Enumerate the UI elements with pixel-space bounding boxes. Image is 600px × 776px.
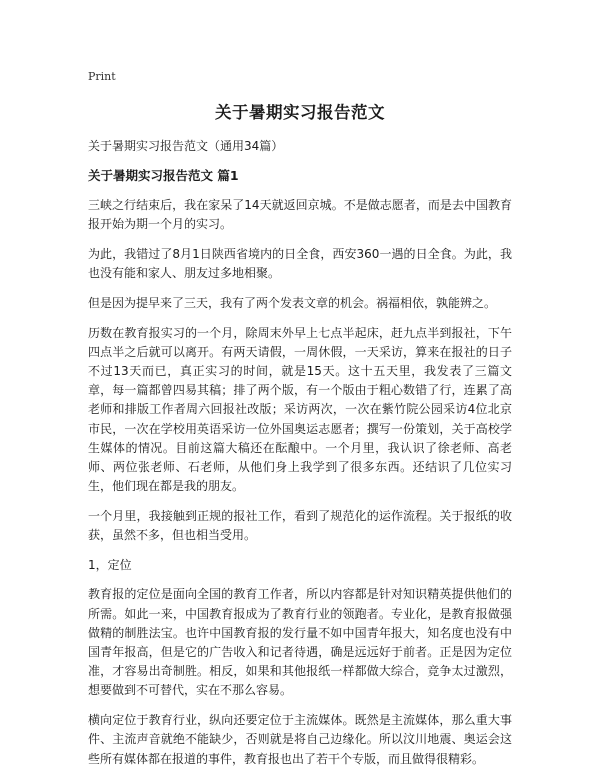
paragraph: 三峡之行结束后，我在家呆了14天就返回京城。不是做志愿者，而是去中国教育报开始为期一个月的实习。 <box>88 198 512 232</box>
paragraph: 教育报的定位是面向全国的教育工作者，所以内容都是针对知识精英提供他们的所需。如此一来，中国教育报成为了教育行业的领跑者。专业化，是教育报做强做精的制胜法宝。也许中国教育报的发行量不如中国青年报大，知名度也没有中国青年报高，但是它的广告收入和记者待遇，确是远远好于前者。正是因为定位准，才容易出奇制胜。相反，如果和其他报纸一样都做大综合，竞争太过激烈，想要做到不可替代，实在不那么容易。 <box>88 587 512 698</box>
paragraph: 为此，我错过了8月1日陕西省境内的日全食，西安360一遇的日全食。为此，我也没有能和家人、朋友过多地相聚。 <box>88 246 512 281</box>
paragraph: 但是因为提早来了三天，我有了两个发表文章的机会。祸福相依，孰能辨之。 <box>88 295 497 310</box>
print-link[interactable]: Print <box>88 70 116 83</box>
page-title: 关于暑期实习报告范文 <box>215 103 385 122</box>
paragraph: 一个月里，我接触到正规的报社工作，看到了规范化的运作流程。关于报纸的收获，虽然不多，但也相当受用。 <box>88 508 512 543</box>
paragraph: 历数在教育报实习的一个月，除周末外早上七点半起床，赶九点半到报社，下午四点半之后就可以离开。有两天请假，一周休假，一天采访，算来在报社的日子不过13天而已，真正实习的时间，就是15天。这十五天里，我发表了三篇文章，每一篇都曾四易其稿；排了两个版，有一个版由于粗心数错了行，连累了高老师和排版工作者周六回报社改版；采访两次，一次在紫竹院公园采访4位北京市民，一次在学校用英语采访一位外国奥运志愿者；撰写一份策划，关于高校学生媒体的情况。目前这篇大稿还在酝酿中。一个月里，我认识了徐老师、高老师、两位张老师、石老师，从他们身上我学到了很多东西。还结识了几位实习生，他们现在都是我的朋友。 <box>88 325 512 494</box>
paragraph: 横向定位于教育行业，纵向还要定位于主流媒体。既然是主流媒体，那么重大事件、主流声音就绝不能缺少，否则就是将自己边缘化。所以汶川地震、奥运会这些所有媒体都在报道的事件，教育报也出了若干个专版，而且做得很精彩。 <box>88 713 512 766</box>
paragraph-subheading: 1，定位 <box>88 557 132 572</box>
section-heading: 关于暑期实习报告范文 篇1 <box>88 168 239 183</box>
document-subtitle: 关于暑期实习报告范文（通用34篇） <box>88 139 284 153</box>
